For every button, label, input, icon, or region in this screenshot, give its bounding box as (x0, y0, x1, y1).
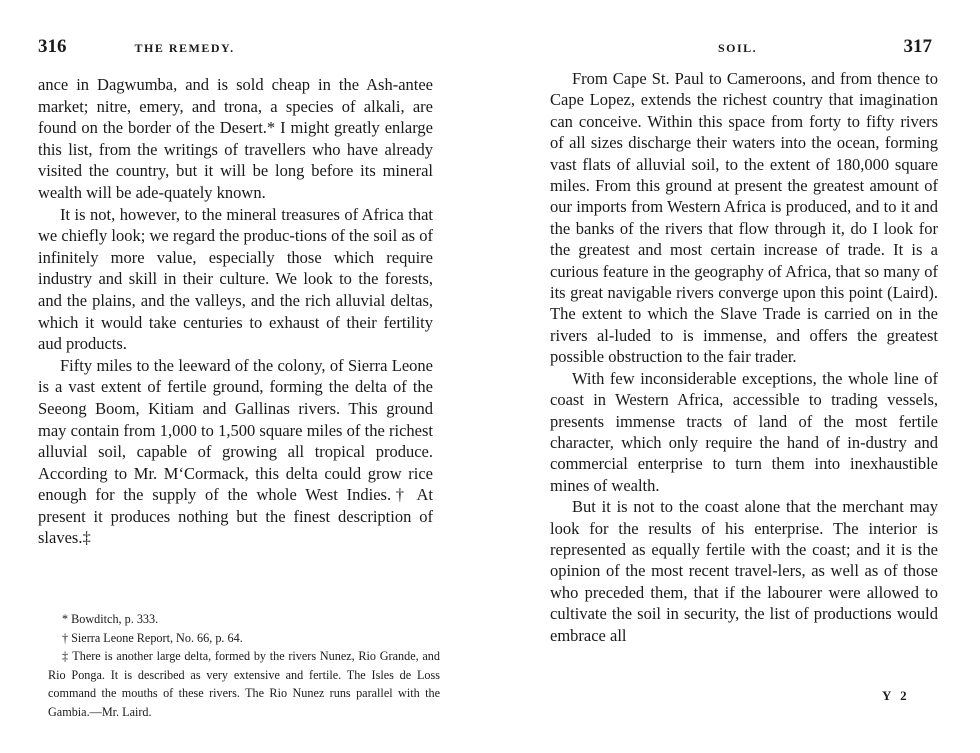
left-page-header (38, 36, 433, 60)
running-head: SOIL. (718, 41, 758, 55)
footnotes (48, 610, 440, 722)
right-page-header (552, 36, 932, 60)
page-number: 316 (38, 36, 67, 57)
signature-mark: Y 2 (882, 688, 910, 703)
page-number: 317 (903, 36, 932, 57)
footnote: ‡ There is another large delta, formed by the rivers Nunez, Rio Grande, and Rio Ponga. It is described as very extensive and fertile. The Isles de Loss command the mouths of these rivers. The Rio Nunez runs parallel with the Gambia.—Mr. Laird. (48, 649, 440, 719)
footnote: † Sierra Leone Report, No. 66, p. 64. (62, 630, 243, 645)
paragraph: From Cape St. Paul to Cameroons, and from thence to Cape Lopez, extends the richest country that imagination can conceive. Within this space from forty to fifty rivers of all sizes discharge their waters into the ocean, forming vast flats of alluvial soil, to the extent of 180,000 square miles. From this ground at present the greatest amount of our imports from Western Africa is produced, and to it and the banks of the rivers that flow through it, do I look for the greatest and most certain increase of trade. It is a curious feature in the geography of Africa, that so many of its great navigable rivers converge upon this point (Laird). The extent to which the Slave Trade is carried on in the rivers al-luded to is immense, and offers the greatest possible obstruction to the fair trader. (550, 69, 938, 367)
right-page (490, 0, 980, 753)
paragraph: But it is not to the coast alone that the merchant may look for the results of his enterprise. The interior is represented as equally fertile with the coast; and it is the opinion of the most recent travel-lers, as well as of those who preceded them, that if the labourer were allowed to cultivate the soil in security, the list of productions would embrace all (550, 497, 938, 645)
paragraph: Fifty miles to the leeward of the colony, of Sierra Leone is a vast extent of fertile ground, forming the delta of the Seeong Boom, Kitiam and Gallinas rivers. This ground may contain from 1,000 to 1,500 square miles of the richest alluvial soil, capable of growing all tropical produce. According to Mr. M‘Cormack, this delta could grow rice enough for the supply of the whole West Indies.† At present it produces nothing but the finest description of slaves.‡ (38, 355, 433, 548)
running-head: THE REMEDY. (134, 41, 235, 55)
left-body-text (38, 74, 433, 549)
paragraph: ance in Dagwumba, and is sold cheap in the Ash-antee market; nitre, emery, and trona, a species of alkali, are found on the border of the Desert.* I might greatly enlarge this list, from the writings of travellers who have already visited the country, but it will be long before its mineral wealth will be ade-quately known. (38, 75, 433, 202)
footnote: * Bowditch, p. 333. (62, 612, 159, 626)
right-body-text (550, 68, 938, 646)
paragraph: It is not, however, to the mineral treasures of Africa that we chiefly look; we regard the produc-tions of the soil as of infinitely more value, especially those which require industry and skill in their culture. We look to the forests, and the plains, and the valleys, and the rich alluvial deltas, which it would take centuries to exhaust of their fertility aud products. (38, 204, 433, 354)
paragraph: With few inconsiderable exceptions, the whole line of coast in Western Africa, accessible to trading vessels, presents immense tracts of land of the most fertile character, which only require the hand of in-dustry and commercial enterprise to turn them into inexhaustible mines of wealth. (550, 368, 938, 495)
